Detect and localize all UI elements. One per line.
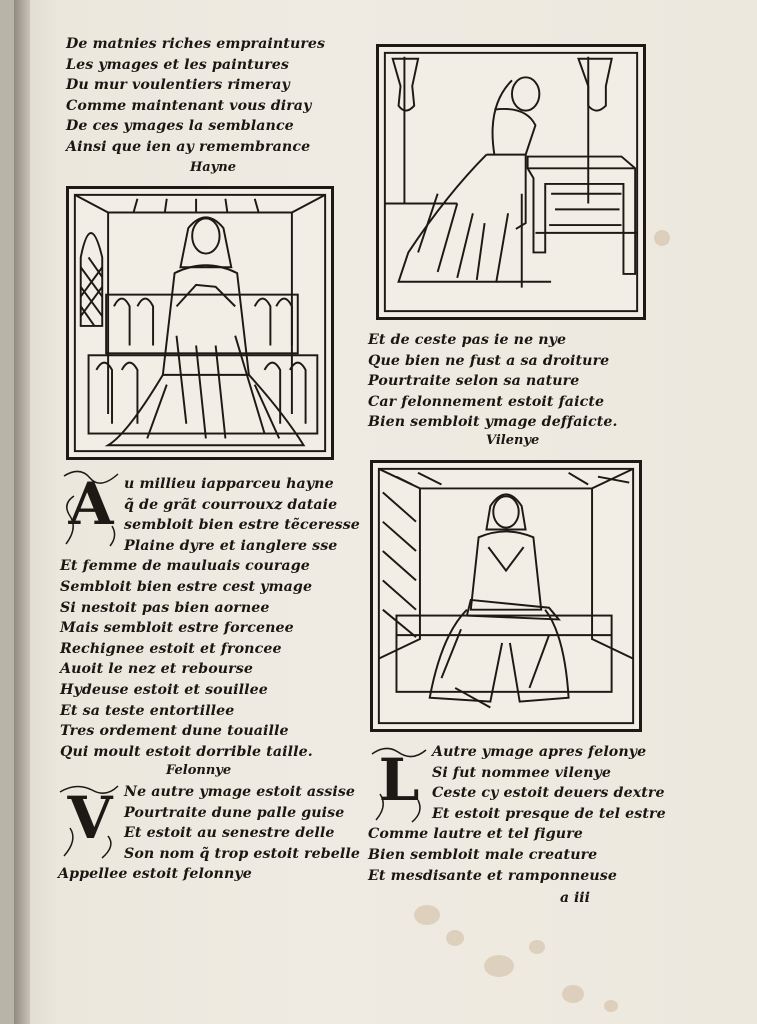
- verse-line: Ainsi que ien ay remembrance: [66, 138, 311, 155]
- foxing-stain: [484, 955, 514, 977]
- verse-line: Comme maintenant vous diray: [66, 97, 312, 114]
- foxing-stain: [446, 930, 464, 946]
- decorated-initial-v: V: [58, 780, 122, 862]
- foxing-stain: [654, 230, 670, 246]
- verse-line: Pourtraite selon sa nature: [368, 373, 580, 390]
- heading-vilenye: Vilenye: [486, 433, 540, 448]
- verse-line: Autre ymage apres felonye: [432, 744, 647, 760]
- woodcut-vilenye-drawing: [373, 463, 639, 729]
- verse-line: Et estoit au senestre delle: [124, 825, 335, 842]
- verse-line: q̃ de grãt courrouxz dataie: [124, 496, 338, 513]
- verse-line: Rechignee estoit et froncee: [60, 640, 282, 657]
- foxing-stain: [562, 985, 584, 1003]
- verse-line: Les ymages et les paintures: [66, 56, 289, 73]
- verse-line: Ceste cy estoit deuers dextre: [432, 785, 665, 802]
- verse-line: Et sa teste entortillee: [60, 702, 235, 719]
- woodcut-vilenye: [370, 460, 642, 732]
- foxing-stain: [529, 940, 545, 954]
- verse-line: sembloit bien estre tẽceresse: [124, 517, 360, 534]
- verse-line: Ne autre ymage estoit assise: [124, 784, 356, 800]
- verse-line: Bien sembloit ymage deffaicte.: [368, 414, 618, 431]
- left-bottom-verse: [58, 782, 360, 885]
- woodcut-felonnye: [376, 44, 646, 320]
- verse-line: Mais sembloit estre forcenee: [60, 620, 294, 637]
- verse-line: Et mesdisante et ramponneuse: [368, 867, 618, 884]
- verse-line: u millieu iapparceu hayne: [124, 476, 334, 492]
- verse-line: Du mur voulentiers rimeray: [66, 77, 290, 94]
- verse-line: Pourtraite dune palle guise: [124, 804, 345, 821]
- verse-line: De matnies riches empraintures: [66, 36, 326, 52]
- heading-felonnye: Felonnye: [166, 763, 232, 778]
- verse-line: Et estoit presque de tel estre: [432, 805, 666, 822]
- page-gutter: [14, 0, 30, 1024]
- decorated-initial-a: A: [60, 466, 122, 550]
- foxing-stain: [414, 905, 440, 925]
- verse-line: Car felonnement estoit faicte: [368, 393, 605, 410]
- verse-line: Si nestoit pas bien aornee: [60, 599, 270, 616]
- verse-line: Bien sembloit male creature: [368, 846, 598, 863]
- woodcut-felonnye-drawing: [379, 47, 643, 317]
- verse-line: Appellee estoit felonnye: [58, 866, 252, 883]
- signature-mark: a iii: [560, 890, 590, 906]
- right-middle-verse: [368, 330, 618, 433]
- left-middle-verse: [60, 474, 360, 762]
- verse-line: Hydeuse estoit et souillee: [60, 681, 268, 698]
- left-top-verse: [66, 34, 325, 158]
- verse-line: Et femme de mauluais courage: [60, 558, 310, 575]
- heading-hayne: Hayne: [190, 160, 236, 175]
- verse-line: Plaine dyre et ianglere sse: [124, 537, 338, 554]
- verse-line: Qui moult estoit dorrible taille.: [60, 743, 313, 760]
- verse-line: Comme lautre et tel figure: [368, 826, 583, 843]
- foxing-stain: [604, 1000, 618, 1012]
- verse-line: Son nom q̃ trop estoit rebelle: [124, 845, 360, 862]
- verse-line: Que bien ne fust a sa droiture: [368, 352, 610, 369]
- verse-line: Et de ceste pas ie ne nye: [368, 332, 567, 348]
- woodcut-hayne-drawing: [69, 189, 331, 457]
- decorated-initial-l: L: [368, 742, 430, 826]
- verse-line: Tres ordement dune touaille: [60, 723, 289, 740]
- verse-line: De ces ymages la semblance: [66, 118, 294, 135]
- right-bottom-verse: [368, 742, 666, 886]
- verse-line: Si fut nommee vilenye: [432, 764, 612, 781]
- woodcut-hayne: [66, 186, 334, 460]
- verse-line: Sembloit bien estre cest ymage: [60, 578, 313, 595]
- verse-line: Auoit le nez et rebourse: [60, 661, 253, 678]
